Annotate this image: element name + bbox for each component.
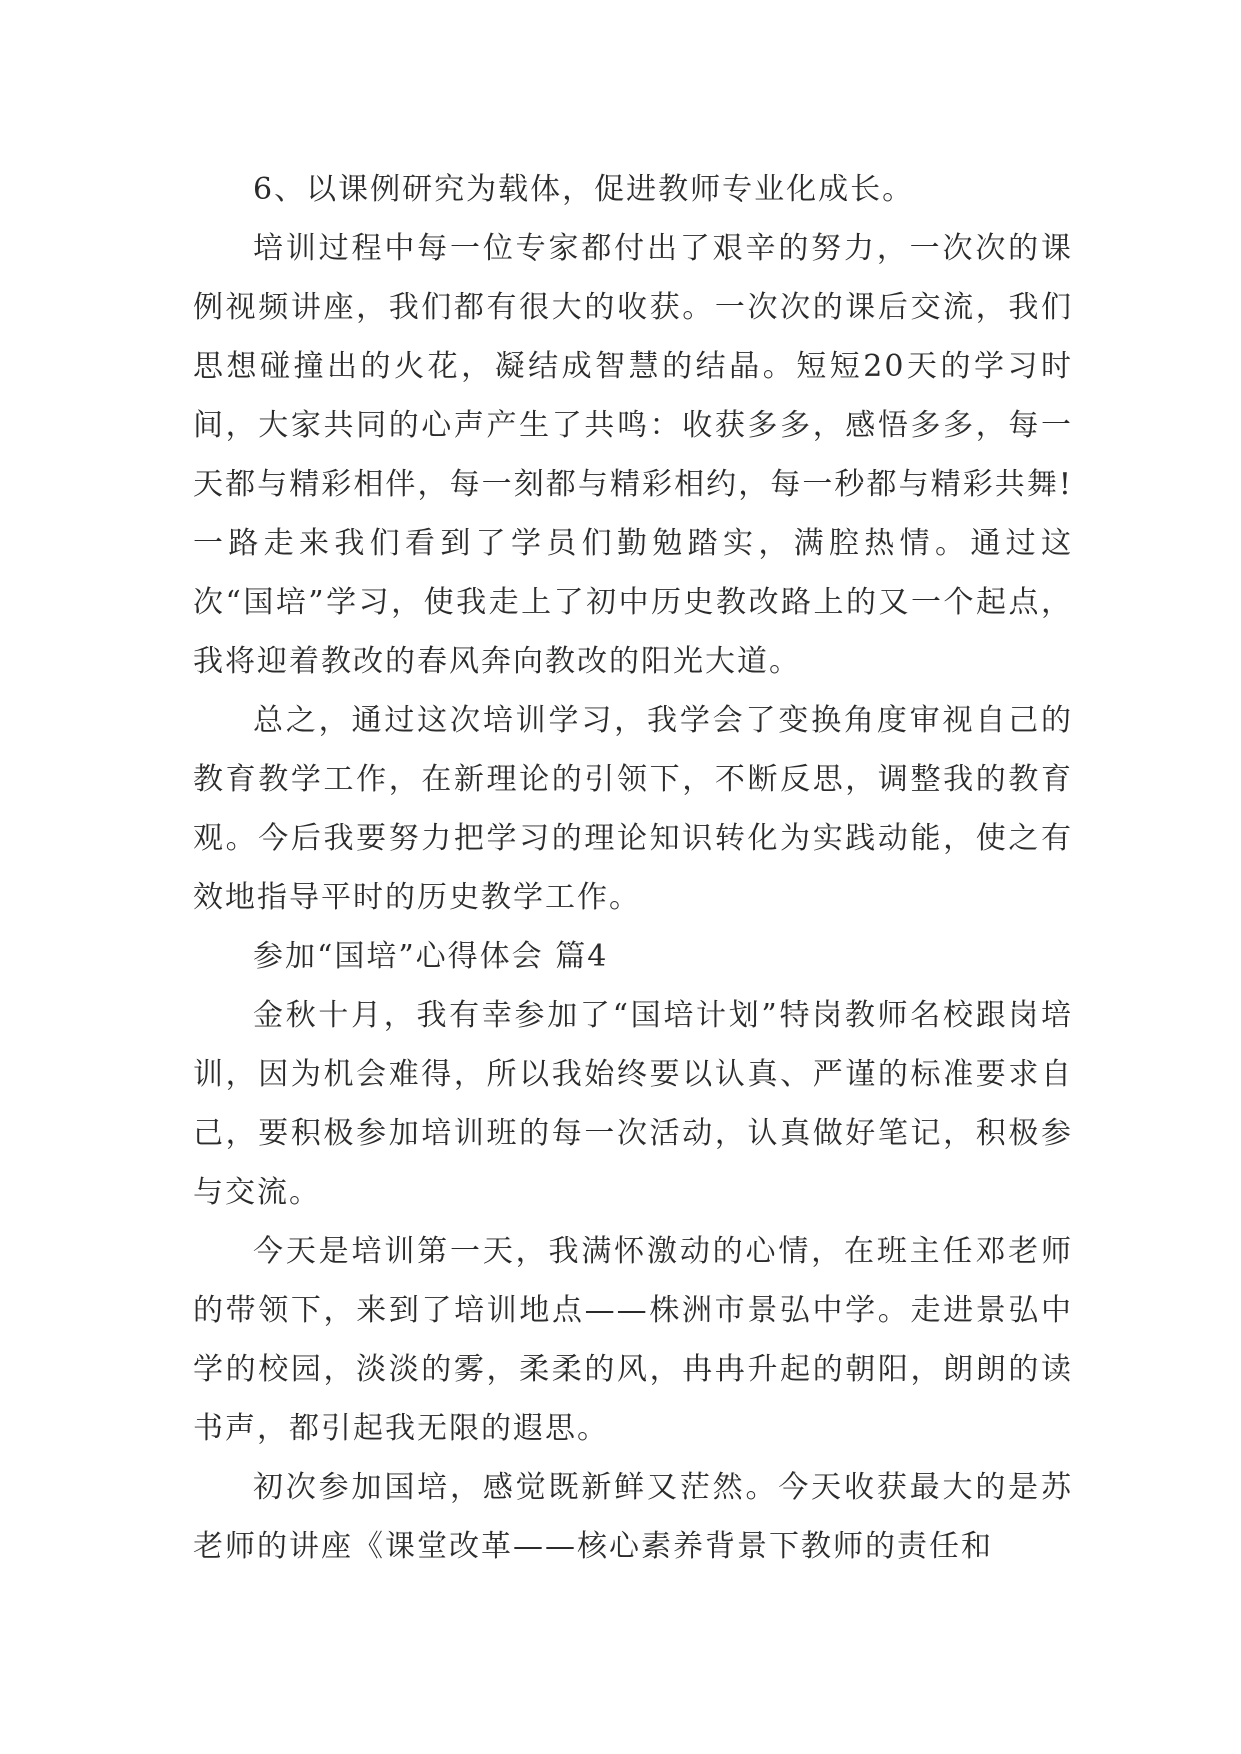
paragraph-conclusion: 总之，通过这次培训学习，我学会了变换角度审视自己的教育教学工作，在新理论的引领下，不断反思，调整我的教育观。今后我要努力把学习的理论知识转化为实践动能，使之有效地指导平时的历史教学工作。: [193, 703, 1073, 915]
paragraph-first-day: 今天是培训第一天，我满怀激动的心情，在班主任邓老师的带领下，来到了培训地点——株洲市景弘中学。走进景弘中学的校园，淡淡的雾，柔柔的风，冉冉升起的朝阳，朗朗的读书声，都引起我无限的遐思。: [193, 1234, 1073, 1446]
paragraph-item-6: 6、以课例研究为载体，促进教师专业化成长。: [253, 172, 915, 207]
document-body: [193, 160, 1073, 1576]
paragraph-training-experience: 培训过程中每一位专家都付出了艰辛的努力，一次次的课例视频讲座，我们都有很大的收获。一次次的课后交流，我们思想碰撞出的火花，凝结成智慧的结晶。短短20天的学习时间，大家共同的心声产生了共鸣：收获多多，感悟多多，每一天都与精彩相伴，每一刻都与精彩相约，每一秒都与精彩共舞!一路走来我们看到了学员们勤勉踏实，满腔热情。通过这次“国培”学习，使我走上了初中历史教改路上的又一个起点，我将迎着教改的春风奔向教改的阳光大道。: [193, 231, 1073, 679]
paragraph-golden-autumn: 金秋十月，我有幸参加了“国培计划”特岗教师名校跟岗培训，因为机会难得，所以我始终要以认真、严谨的标准要求自己，要积极参加培训班的每一次活动，认真做好笔记，积极参与交流。: [193, 998, 1073, 1210]
paragraph-first-participation: 初次参加国培，感觉既新鲜又茫然。今天收获最大的是苏老师的讲座《课堂改革——核心素养背景下教师的责任和: [193, 1470, 1073, 1564]
section-heading: 参加“国培”心得体会 篇4: [253, 939, 609, 974]
